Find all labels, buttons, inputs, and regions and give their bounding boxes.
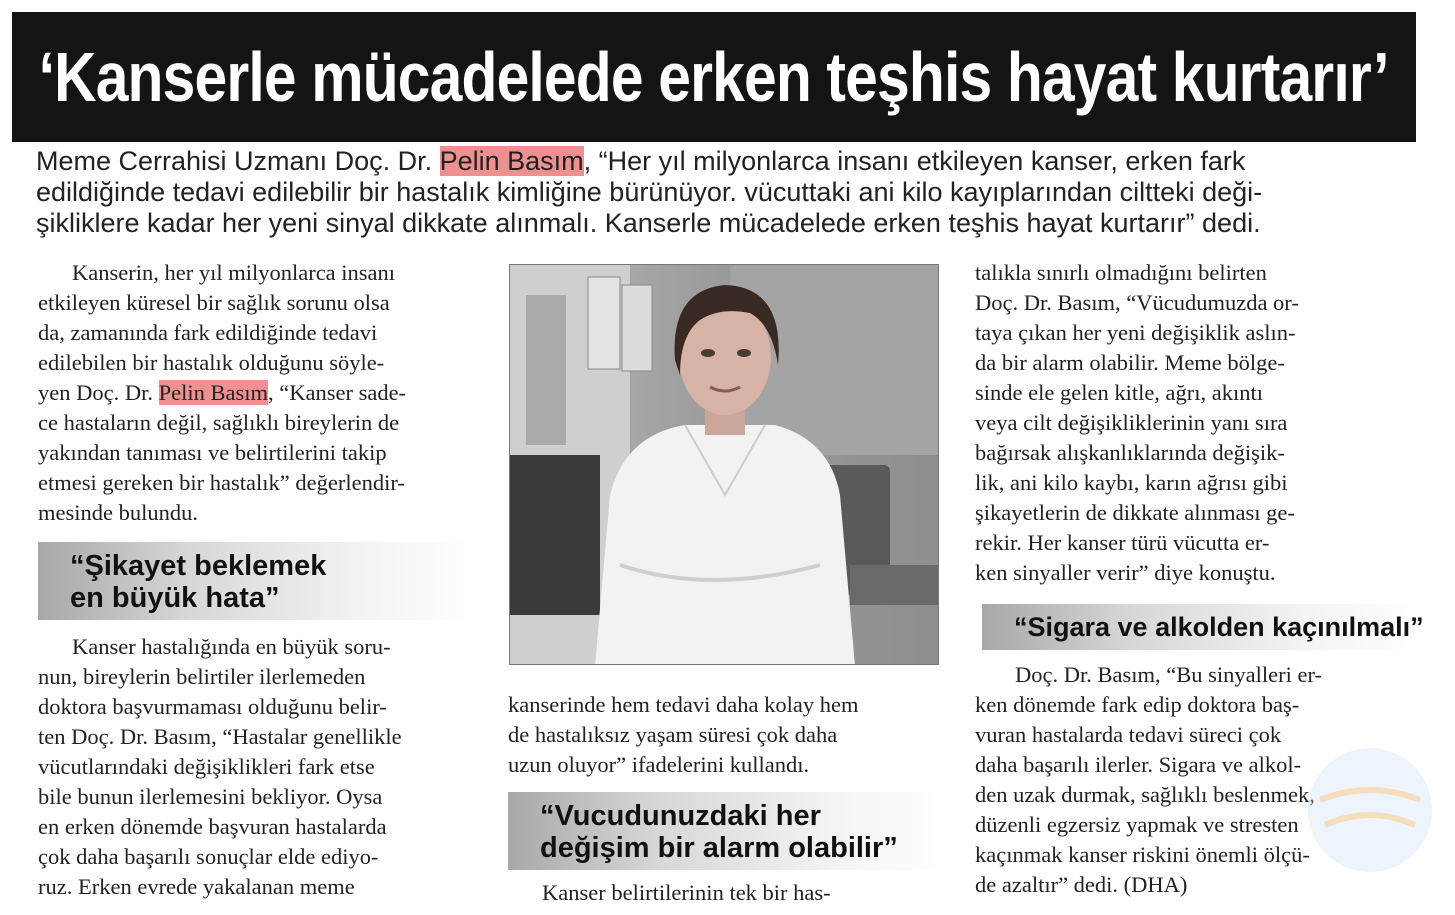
- body-line: daha başarılı ilerler. Sigara ve alkol-: [975, 752, 1302, 777]
- portrait-photo: [509, 264, 939, 665]
- body-line: doktora başvurmaması olduğunu belir-: [38, 694, 387, 719]
- body-line: düzenli egzersiz yapmak ve stresten: [975, 812, 1299, 837]
- body-line: sinde ele gelen kitle, ağrı, akıntı: [975, 380, 1264, 405]
- subhead-line: “Şikayet beklemek: [70, 550, 327, 582]
- lead-paragraph: [36, 146, 1421, 239]
- subhead-complaint: [38, 542, 478, 620]
- body-line: edilebilen bir hastalık olduğunu söyle-: [38, 350, 385, 375]
- body-line: bağırsak alışkanlıklarında değişik-: [975, 440, 1285, 465]
- watermark-logo-icon: [1300, 740, 1440, 880]
- body-line: bile bunun ilerlemesini bekliyor. Oysa: [38, 784, 383, 809]
- body-line: den uzak durmak, sağlıklı beslenmek,: [975, 782, 1315, 807]
- body-line: Kanser hastalığında en büyük soru-: [72, 634, 391, 659]
- body-line: de hastalıksız yaşam süresi çok daha: [508, 722, 838, 747]
- column-1-intro: [38, 258, 478, 528]
- body-line: da, zamanında fark edildiğinde tedavi: [38, 320, 378, 345]
- lead-line-end: , “Her yıl milyonlarca insanı etkileyen kanser, erken fark: [583, 146, 1246, 176]
- body-line: ken dönemde fark edip doktora baş-: [975, 692, 1300, 717]
- body-line-end: , “Kanser sade-: [268, 380, 407, 405]
- body-line: lik, ani kilo kaybı, karın ağrısı gibi: [975, 470, 1288, 495]
- body-line: şikayetlerin de dikkate alınması ge-: [975, 500, 1295, 525]
- body-line: vücutlarındaki değişiklikleri fark etse: [38, 754, 375, 779]
- column-3-body: [975, 258, 1415, 588]
- body-line: yakından tanıması ve belirtilerini takip: [38, 440, 387, 465]
- body-line: en erken dönemde başvuran hastalarda: [38, 814, 387, 839]
- body-line: da bir alarm olabilir. Meme bölge-: [975, 350, 1285, 375]
- lead-line: şikliklere kadar her yeni sinyal dikkate alınmalı. Kanserle mücadelede erken teşhis hayat kurtarır” dedi.: [36, 208, 1261, 238]
- subhead-line: “Sigara ve alkolden kaçınılmalı”: [1014, 612, 1424, 642]
- highlighted-name: Pelin Basım: [439, 146, 584, 176]
- column-2-continuation: [508, 878, 946, 908]
- body-line: de azaltır” dedi. (DHA): [975, 872, 1188, 897]
- body-line: kaçınmak kanser riskini önemli ölçü-: [975, 842, 1310, 867]
- body-line: Kanserin, her yıl milyonlarca insanı: [72, 260, 396, 285]
- body-line: rekir. Her kanser türü vücutta er-: [975, 530, 1270, 555]
- headline-title: ‘Kanserle mücadelede erken teşhis hayat kurtarır’: [38, 38, 1390, 116]
- body-line: mesinde bulundu.: [38, 500, 198, 525]
- subhead-line: değişim bir alarm olabilir”: [540, 832, 898, 864]
- body-line: ce hastaların değil, sağlıklı bireylerin de: [38, 410, 400, 435]
- body-line: Kanser belirtilerinin tek bir has-: [542, 880, 831, 905]
- body-line: çok daha başarılı sonuçlar elde ediyo-: [38, 844, 379, 869]
- column-1-body: [38, 632, 478, 902]
- subhead-alarm: [508, 792, 946, 870]
- body-line: kanserinde hem tedavi daha kolay hem: [508, 692, 859, 717]
- body-line: Doç. Dr. Basım, “Vücudumuzda or-: [975, 290, 1299, 315]
- column-2-body: [508, 690, 946, 780]
- headline-banner: [12, 12, 1416, 142]
- body-line-start: yen Doç. Dr.: [38, 380, 159, 405]
- body-line: uzun oluyor” ifadelerini kullandı.: [508, 752, 810, 777]
- lead-line: edildiğinde tedavi edilebilir bir hastalık kimliğine bürünüyor. vücuttaki ani kilo kayıplarından ciltteki deği-: [36, 177, 1263, 207]
- body-line: [38, 378, 478, 408]
- body-line: Doç. Dr. Basım, “Bu sinyalleri er-: [1015, 662, 1322, 687]
- subhead-smoking: [982, 604, 1424, 650]
- highlighted-name: Pelin Basım: [158, 380, 268, 405]
- body-line: veya cilt değişikliklerinin yanı sıra: [975, 410, 1288, 435]
- portrait-photo-illustration: [510, 265, 939, 665]
- body-line: talıkla sınırlı olmadığını belirten: [975, 260, 1267, 285]
- lead-line: [36, 146, 1421, 177]
- body-line: etkileyen küresel bir sağlık sorunu olsa: [38, 290, 390, 315]
- body-line: nun, bireylerin belirtiler ilerlemeden: [38, 664, 366, 689]
- lead-line-start: Meme Cerrahisi Uzmanı Doç. Dr.: [36, 146, 440, 176]
- body-line: ten Doç. Dr. Basım, “Hastalar genellikle: [38, 724, 402, 749]
- body-line: ken sinyaller verir” diye konuştu.: [975, 560, 1276, 585]
- subhead-line: “Vucudunuzdaki her: [540, 800, 821, 832]
- subhead-line: en büyük hata”: [70, 582, 280, 614]
- body-line: etmesi gereken bir hastalık” değerlendir-: [38, 470, 405, 495]
- body-line: vuran hastalarda tedavi süreci çok: [975, 722, 1282, 747]
- body-line: taya çıkan her yeni değişiklik aslın-: [975, 320, 1296, 345]
- body-line: ruz. Erken evrede yakalanan meme: [38, 874, 355, 899]
